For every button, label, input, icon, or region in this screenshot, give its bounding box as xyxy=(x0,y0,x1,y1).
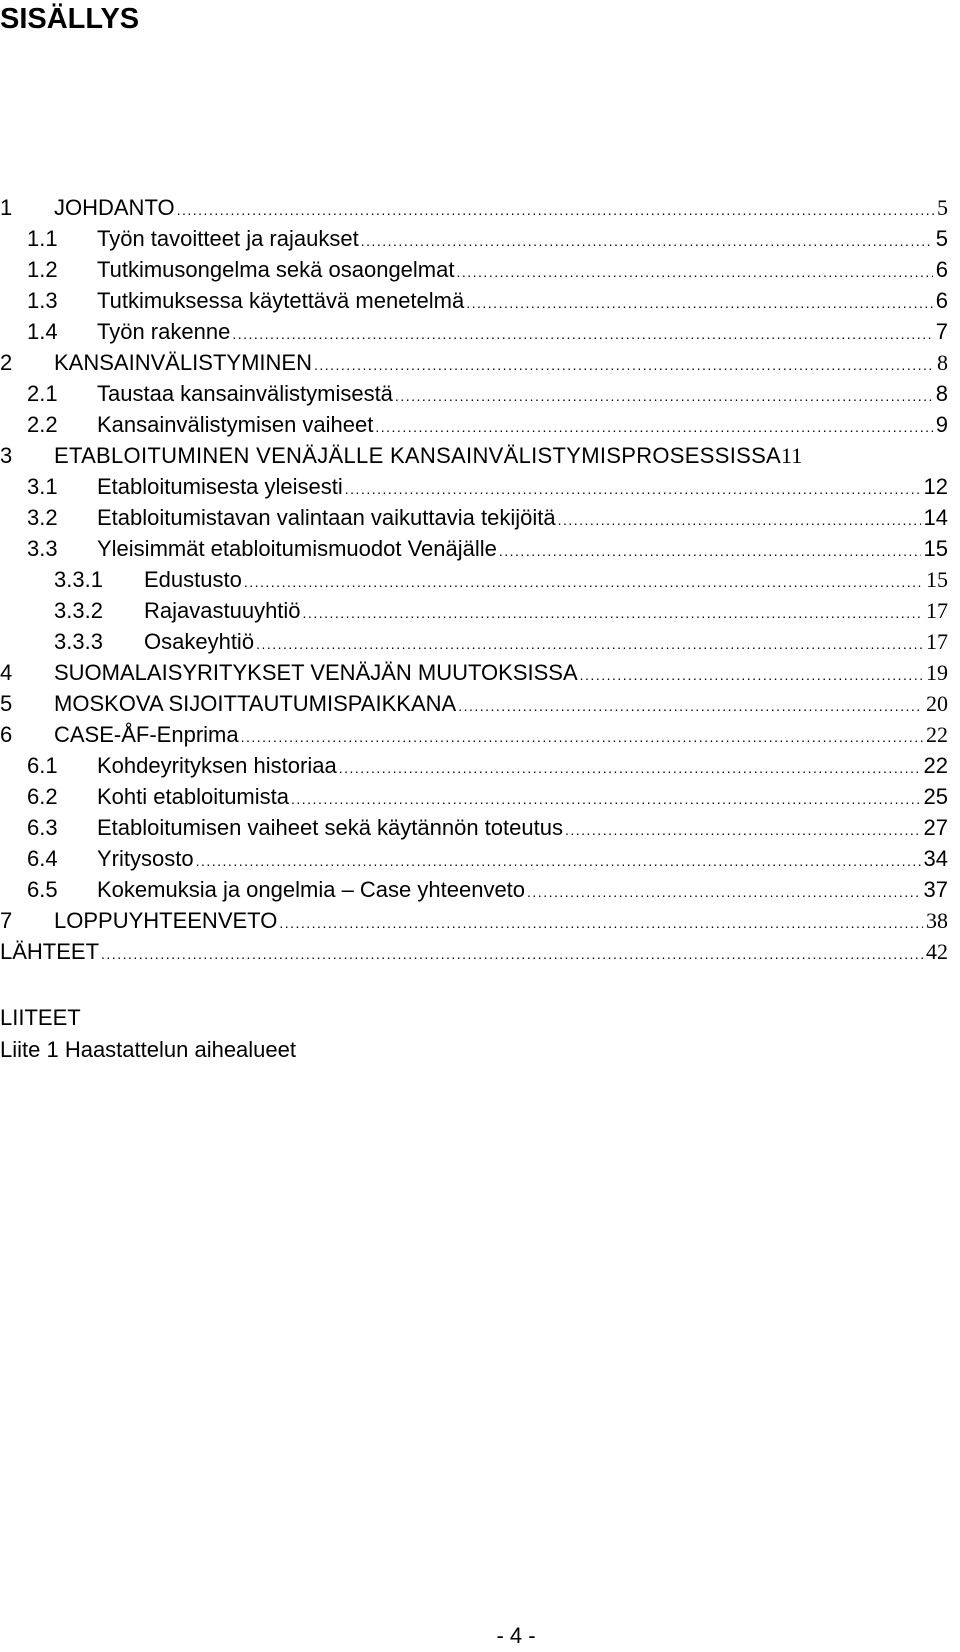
toc-entry-number: 3.3.3 xyxy=(54,629,103,654)
toc-entry-label: Kokemuksia ja ongelmia – Case yhteenveto xyxy=(97,877,526,902)
toc-entry-number: 2 xyxy=(0,350,13,375)
toc-entry-label: KANSAINVÄLISTYMINEN xyxy=(54,350,312,375)
toc-entry-label: LÄHTEET xyxy=(0,939,100,964)
toc-entry-number: 2.2 xyxy=(27,412,58,437)
toc-entry[interactable] xyxy=(0,905,948,936)
toc-entry-page: 6 xyxy=(935,288,948,313)
toc-entry-page: 12 xyxy=(923,474,948,499)
toc-entry-number: 6.5 xyxy=(27,877,58,902)
toc-dot-leader xyxy=(456,257,932,288)
toc-dot-leader xyxy=(196,846,921,877)
toc-entry-number: 1 xyxy=(0,195,13,220)
appendix-item: Liite 1 Haastattelun aihealueet xyxy=(0,1037,296,1062)
toc-dot-leader xyxy=(558,505,921,536)
toc-entry-number: 6.4 xyxy=(27,846,58,871)
toc-entry[interactable] xyxy=(0,471,948,502)
toc-dot-leader xyxy=(101,939,923,970)
toc-entry-page: 14 xyxy=(923,505,948,530)
toc-dot-leader xyxy=(499,536,921,567)
toc-entry[interactable] xyxy=(0,378,948,409)
toc-dot-leader xyxy=(314,350,934,381)
toc-entry-number: 6.2 xyxy=(27,784,58,809)
toc-entry-number: 1.4 xyxy=(27,319,58,344)
toc-entry[interactable] xyxy=(0,192,948,223)
toc-entry-number: 3.2 xyxy=(27,505,58,530)
toc-entry-label: Etabloitumisesta yleisesti xyxy=(97,474,343,499)
toc-dot-leader xyxy=(339,753,921,784)
toc-entry-label: Taustaa kansainvälistymisestä xyxy=(97,381,393,406)
appendix-section xyxy=(0,1002,296,1066)
toc-dot-leader xyxy=(291,784,921,815)
table-of-contents xyxy=(0,192,948,967)
toc-entry[interactable] xyxy=(0,440,948,471)
toc-entry-label: SUOMALAISYRITYKSET VENÄJÄN MUUTOKSISSA xyxy=(54,660,578,685)
toc-entry-label: Etabloitumistavan valintaan vaikuttavia tekijöitä xyxy=(97,505,556,530)
toc-dot-leader xyxy=(256,629,923,660)
toc-entry-page: 6 xyxy=(935,257,948,282)
toc-entry-number: 1.3 xyxy=(27,288,58,313)
page-number: - 4 - xyxy=(496,1623,536,1648)
toc-entry-label: MOSKOVA SIJOITTAUTUMISPAIKKANA xyxy=(54,691,457,716)
toc-dot-leader xyxy=(345,474,921,505)
toc-entry[interactable] xyxy=(0,750,948,781)
toc-entry-page: 7 xyxy=(935,319,948,344)
toc-dot-leader xyxy=(177,195,934,226)
toc-entry-label: Rajavastuuyhtiö xyxy=(144,598,301,623)
toc-entry-number: 3 xyxy=(0,443,13,468)
toc-entry[interactable] xyxy=(0,874,948,905)
toc-dot-leader xyxy=(458,691,923,722)
toc-entry-number: 3.1 xyxy=(27,474,58,499)
toc-entry[interactable] xyxy=(0,595,948,626)
toc-dot-leader xyxy=(580,660,923,691)
toc-entry[interactable] xyxy=(0,285,948,316)
toc-entry-page: 9 xyxy=(935,412,948,437)
toc-entry[interactable] xyxy=(0,688,948,719)
toc-entry-page: 27 xyxy=(923,815,948,840)
toc-entry-label: Yritysosto xyxy=(97,846,194,871)
toc-entry-label: Kohdeyrityksen historiaa xyxy=(97,753,337,778)
toc-entry-label: Edustusto xyxy=(144,567,242,592)
toc-entry-page: 17 xyxy=(926,598,948,623)
page-title: SISÄLLYS xyxy=(0,3,140,35)
toc-entry[interactable] xyxy=(0,812,948,843)
toc-entry-page: 8 xyxy=(937,350,948,375)
toc-entry-label: Etabloitumisen vaiheet sekä käytännön toteutus xyxy=(97,815,563,840)
toc-entry[interactable] xyxy=(0,936,948,967)
toc-entry[interactable] xyxy=(0,564,948,595)
toc-entry-label: Yleisimmät etabloitumismuodot Venäjälle xyxy=(97,536,497,561)
toc-dot-leader xyxy=(279,908,923,939)
toc-entry[interactable] xyxy=(0,347,948,378)
toc-dot-leader xyxy=(565,815,921,846)
toc-entry[interactable] xyxy=(0,409,948,440)
toc-dot-leader xyxy=(375,412,932,443)
toc-entry-number: 1.1 xyxy=(27,226,58,251)
toc-entry[interactable] xyxy=(0,781,948,812)
toc-entry-label: Osakeyhtiö xyxy=(144,629,255,654)
toc-dot-leader xyxy=(232,319,932,350)
toc-entry-label: ETABLOITUMINEN VENÄJÄLLE KANSAINVÄLISTYMISPROSESSISSA xyxy=(54,443,782,468)
toc-entry-page: 38 xyxy=(926,908,948,933)
toc-entry-number: 1.2 xyxy=(27,257,58,282)
toc-entry-label: Tutkimuksessa käytettävä menetelmä xyxy=(97,288,465,313)
toc-entry-page: 17 xyxy=(926,629,948,654)
toc-entry-page: 19 xyxy=(926,660,948,685)
toc-entry[interactable] xyxy=(0,843,948,874)
toc-entry-number: 7 xyxy=(0,908,13,933)
toc-entry-page: 11 xyxy=(781,443,803,468)
toc-entry-number: 6 xyxy=(0,722,13,747)
toc-dot-leader xyxy=(303,598,923,629)
toc-entry[interactable] xyxy=(0,502,948,533)
toc-entry-number: 3.3.1 xyxy=(54,567,103,592)
toc-dot-leader xyxy=(244,567,923,598)
toc-entry-label: Tutkimusongelma sekä osaongelmat xyxy=(97,257,455,282)
toc-dot-leader xyxy=(241,722,923,753)
toc-dot-leader xyxy=(361,226,933,257)
page-footer xyxy=(0,1622,960,1650)
toc-entry-number: 5 xyxy=(0,691,13,716)
toc-entry-number: 3.3.2 xyxy=(54,598,103,623)
toc-dot-leader xyxy=(466,288,933,319)
toc-entry-label: Työn rakenne xyxy=(97,319,231,344)
toc-entry-label: CASE-ÅF-Enprima xyxy=(54,722,239,747)
toc-dot-leader xyxy=(395,381,933,412)
toc-entry-number: 3.3 xyxy=(27,536,58,561)
toc-entry[interactable] xyxy=(0,223,948,254)
toc-entry-number: 2.1 xyxy=(27,381,58,406)
toc-entry-page: 34 xyxy=(923,846,948,871)
toc-entry[interactable] xyxy=(0,254,948,285)
toc-entry[interactable] xyxy=(0,626,948,657)
toc-entry-number: 6.1 xyxy=(27,753,58,778)
toc-entry[interactable] xyxy=(0,657,948,688)
toc-entry-page: 20 xyxy=(926,691,948,716)
toc-entry-page: 15 xyxy=(926,567,948,592)
toc-entry-page: 42 xyxy=(926,939,948,964)
toc-entry-page: 22 xyxy=(926,722,948,747)
appendix-heading: LIITEET xyxy=(0,1005,81,1030)
toc-entry-label: JOHDANTO xyxy=(54,195,175,220)
toc-dot-leader xyxy=(527,877,920,908)
toc-entry-page: 8 xyxy=(935,381,948,406)
toc-entry[interactable] xyxy=(0,533,948,564)
toc-entry-page: 25 xyxy=(923,784,948,809)
toc-entry[interactable] xyxy=(0,719,948,750)
toc-entry-number: 6.3 xyxy=(27,815,58,840)
toc-entry[interactable] xyxy=(0,316,948,347)
toc-entry-label: Kansainvälistymisen vaiheet xyxy=(97,412,374,437)
toc-entry-label: Työn tavoitteet ja rajaukset xyxy=(97,226,359,251)
toc-entry-page: 37 xyxy=(923,877,948,902)
toc-entry-page: 15 xyxy=(923,536,948,561)
toc-entry-page: 5 xyxy=(935,226,948,251)
toc-entry-label: LOPPUYHTEENVETO xyxy=(54,908,278,933)
toc-entry-number: 4 xyxy=(0,660,13,685)
toc-entry-page: 22 xyxy=(923,753,948,778)
toc-entry-page: 5 xyxy=(937,195,948,220)
toc-entry-label: Kohti etabloitumista xyxy=(97,784,289,809)
